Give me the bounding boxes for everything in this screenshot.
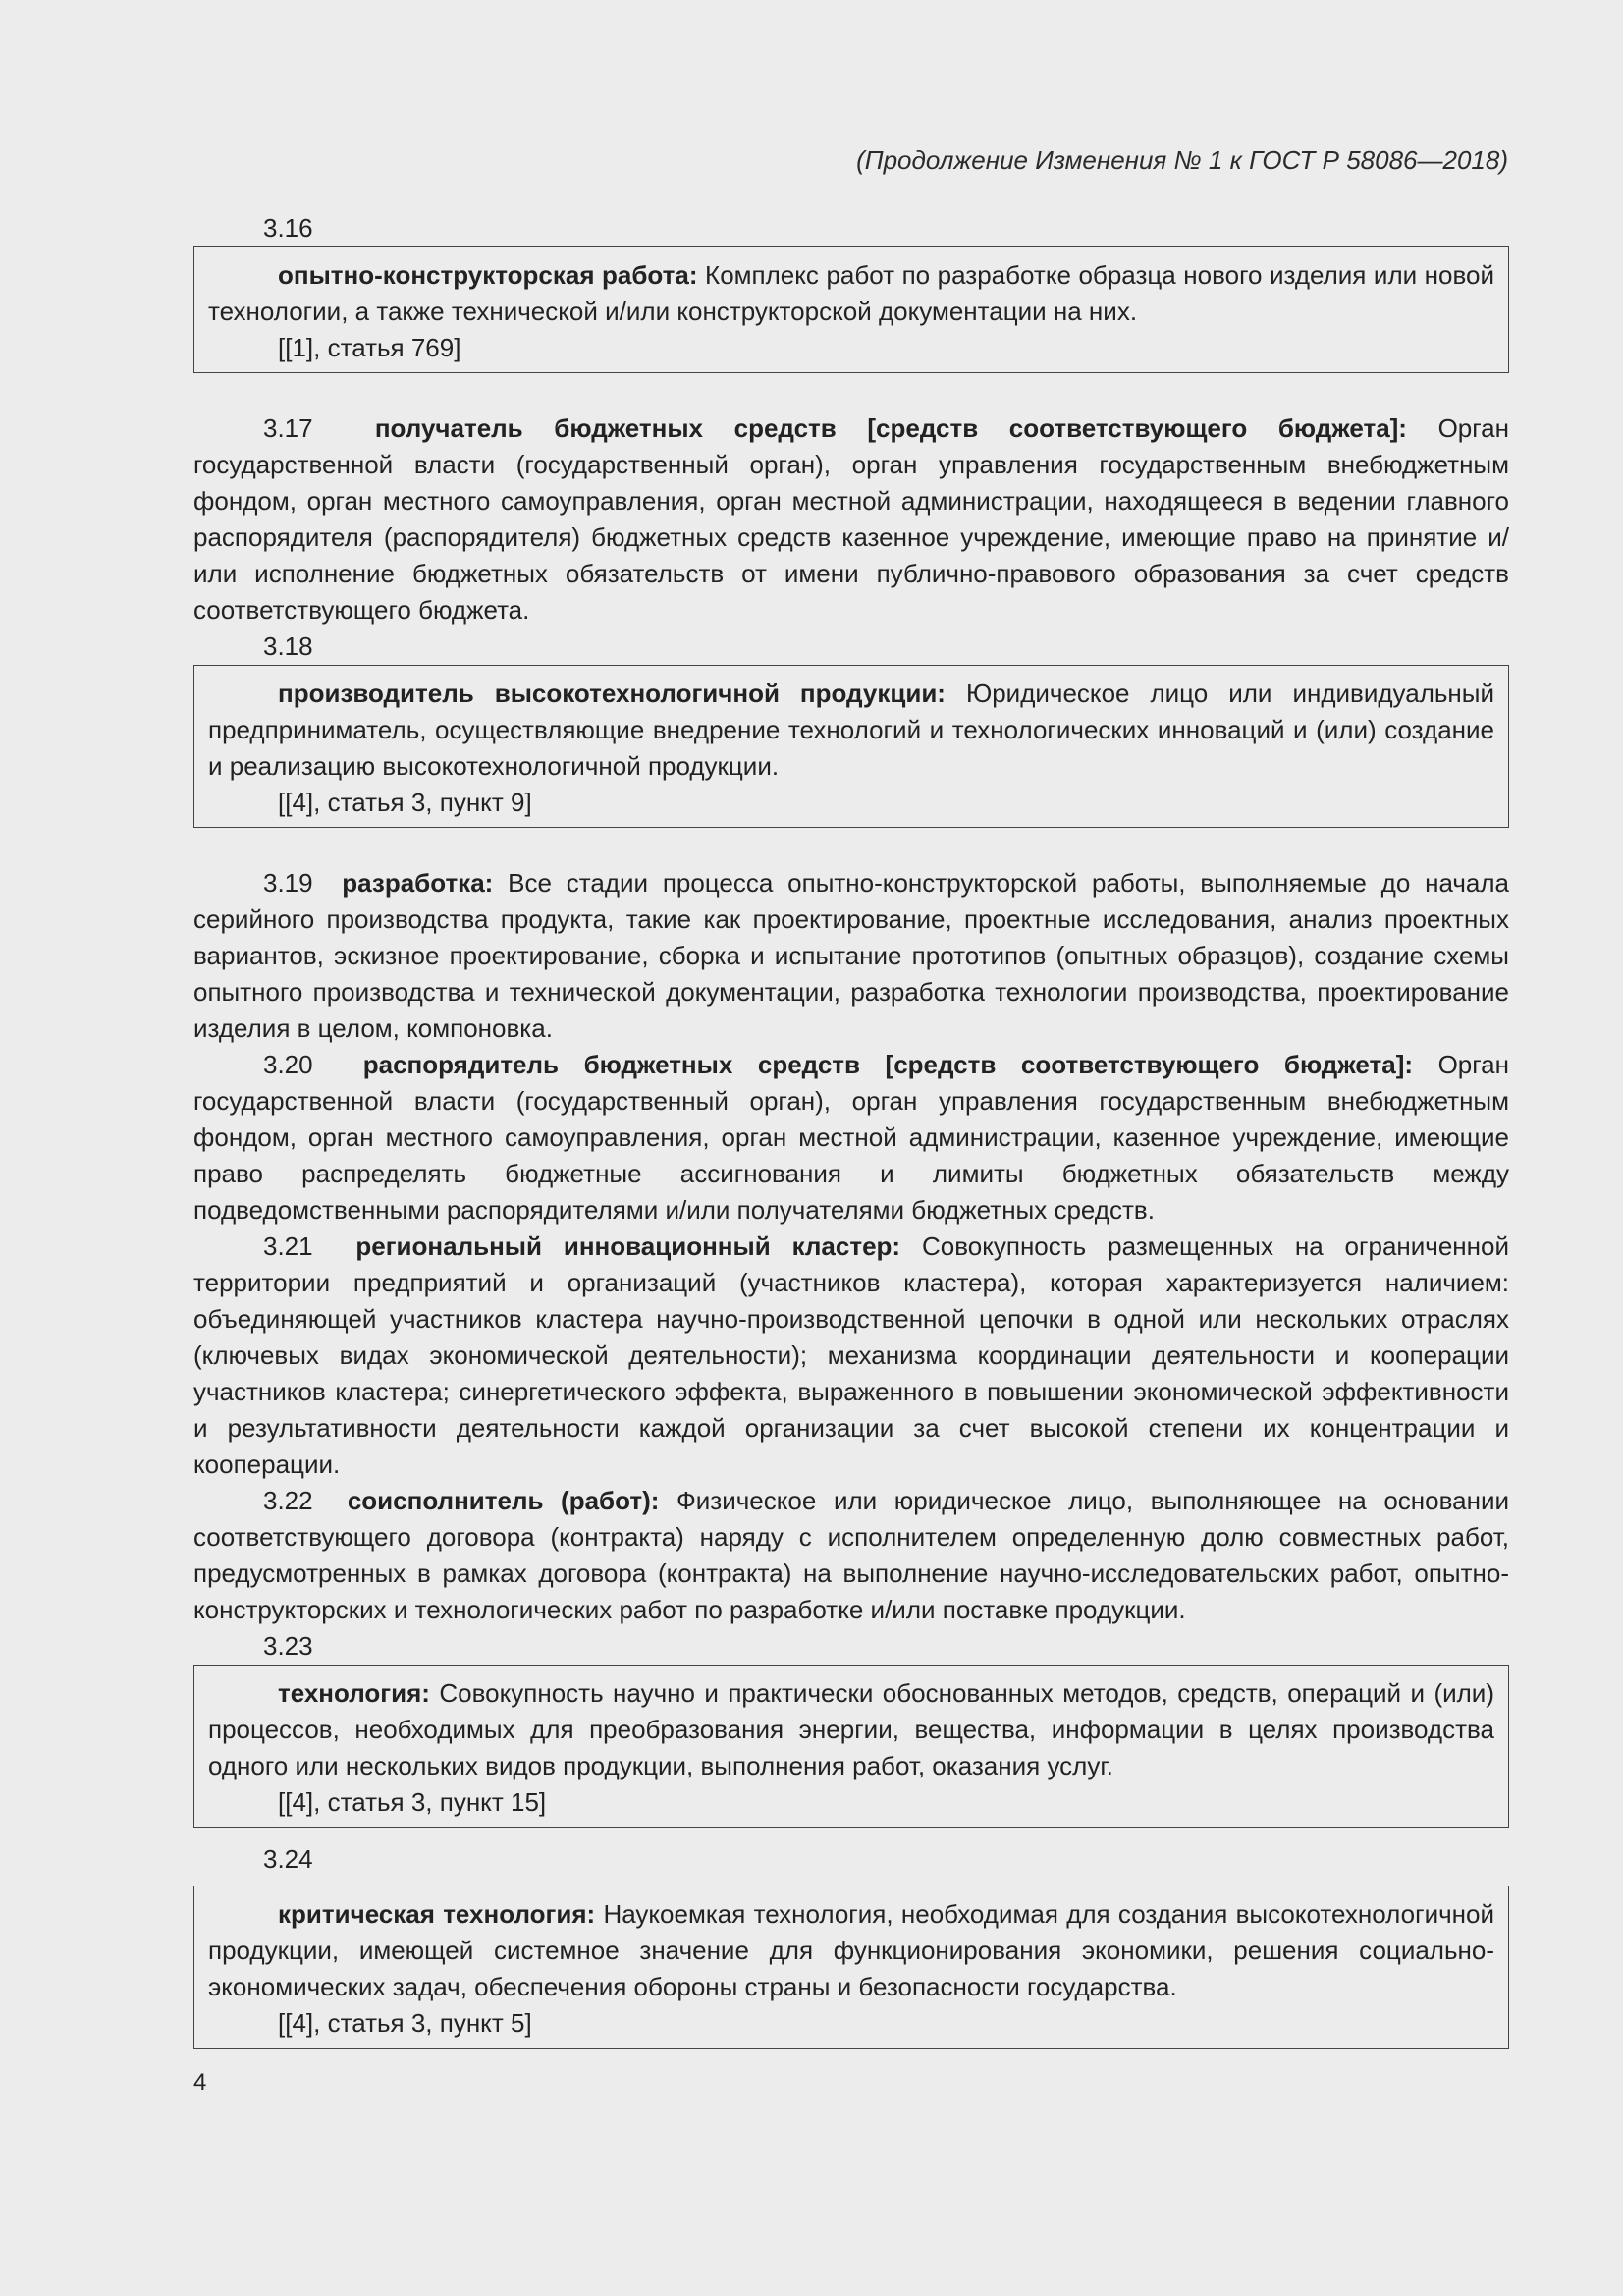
definition-body: Комплекс работ по разработке образца нового изделия или новой технологии, а также технической и/или конструкторской документации на них.: [208, 260, 1494, 326]
definition-term: критическая технология:: [278, 1899, 596, 1929]
definition-reference: [[1], статья 769]: [278, 333, 461, 362]
definition-box: [193, 665, 1509, 828]
entry-number: 3.17: [263, 413, 313, 443]
definition-box: [193, 1886, 1509, 2049]
definition-term: опытно-конструкторская работа:: [278, 260, 698, 290]
definition-term: получатель бюджетных средств [средств соответствующего бюджета]:: [374, 413, 1407, 443]
definition-text: [208, 257, 1494, 330]
definition-term: производитель высокотехнологичной продукции:: [278, 679, 946, 708]
entry-number: 3.23: [263, 1631, 313, 1661]
definition-body: Все стадии процесса опытно-конструкторской работы, выполняемые до начала серийного производства продукта, такие как проектирование, проектные исследования, анализ проектных вариантов, эскизное проектирование, сборка и испытание прототипов (опытных образцов), создание схемы опытного производства и технической документации, разработка технологии производства, проектирование изделия в целом, компоновка.: [193, 868, 1510, 1043]
entry-number: 3.16: [263, 213, 313, 243]
definition-text: [193, 865, 1509, 1047]
definition-text: [208, 1896, 1494, 2005]
definition-body: Совокупность размещенных на ограниченной территории предприятий и организаций (участников кластера), которая характеризуется наличием: объединяющей участников кластера научно-производственной цепочки в одной или нескольких отраслях (ключевых видах экономической деятельности); механизма координации деятельности и кооперации участников кластера; синергетического эффекта, выраженного в повышении экономической эффективности и результативности деятельности каждой организации за счет высокой степени их концентрации и кооперации.: [193, 1231, 1510, 1479]
entry-number: 3.24: [263, 1844, 313, 1874]
definition-text: [208, 676, 1494, 785]
page-header: (Продолжение Изменения № 1 к ГОСТ Р 58086—2018): [856, 145, 1508, 175]
definition-text: [193, 410, 1509, 629]
definition-body: Физическое или юридическое лицо, выполняющее на основании соответствующего договора (контракта) наряду с исполнителем определенную долю совместных работ, предусмотренных в рамках договора (контракта) на выполнение научно-исследовательских работ, опытно-конструкторских и технологических работ по разработке и/или поставке продукции.: [193, 1486, 1510, 1624]
definition-reference: [[4], статья 3, пункт 9]: [278, 788, 532, 817]
definition-reference: [[4], статья 3, пункт 15]: [278, 1787, 547, 1817]
definition-box: [193, 1665, 1509, 1828]
document-body: [193, 210, 1509, 2049]
definition-term: технология:: [278, 1678, 430, 1708]
definition-term: разработка:: [342, 868, 494, 898]
definition-reference: [[4], статья 3, пункт 5]: [278, 2008, 532, 2038]
page-number: 4: [193, 2069, 207, 2096]
definition-text: [193, 1483, 1509, 1628]
definition-body: Наукоемкая технология, необходимая для создания высокотехнологичной продукции, имеющей системное значение для функционирования экономики, решения социально-экономических задач, обеспечения обороны страны и безопасности государства.: [208, 1899, 1494, 2001]
definition-box: [193, 246, 1509, 373]
definition-body: Совокупность научно и практически обоснованных методов, средств, операций и (или) процессов, необходимых для преобразования энергии, вещества, информации в целях производства одного или нескольких видов продукции, выполнения работ, оказания услуг.: [208, 1678, 1494, 1780]
definition-text: [208, 1675, 1494, 1784]
definition-body: Орган государственной власти (государственный орган), орган управления государственным внебюджетным фондом, орган местного самоуправления, орган местной администрации, находящееся в ведении главного распорядителя (распорядителя) бюджетных средств казенное учреждение, имеющие право на принятие и/или исполнение бюджетных обязательств от имени публично-правового образования за счет средств соответствующего бюджета.: [193, 413, 1509, 625]
entry-number: 3.21: [263, 1231, 313, 1261]
entry-number: 3.22: [263, 1486, 313, 1515]
definition-body: Юридическое лицо или индивидуальный предприниматель, осуществляющие внедрение технологий и технологических инноваций и (или) создание и реализацию высокотехнологичной продукции.: [208, 679, 1494, 781]
definition-text: [193, 1047, 1509, 1229]
definition-body: Орган государственной власти (государственный орган), орган управления государственным внебюджетным фондом, орган местного самоуправления, орган местной администрации, казенное учреждение, имеющие право распределять бюджетные ассигнования и лимиты бюджетных обязательств между подведомственными распорядителями и/или получателями бюджетных средств.: [193, 1050, 1510, 1225]
entry-number: 3.19: [263, 868, 313, 898]
definition-term: распорядитель бюджетных средств [средств соответствующего бюджета]:: [362, 1050, 1414, 1079]
definition-text: [193, 1229, 1509, 1483]
definition-term: региональный инновационный кластер:: [355, 1231, 901, 1261]
entry-number: 3.18: [263, 631, 313, 661]
entry-number: 3.20: [263, 1050, 313, 1079]
definition-term: соисполнитель (работ):: [347, 1486, 660, 1515]
